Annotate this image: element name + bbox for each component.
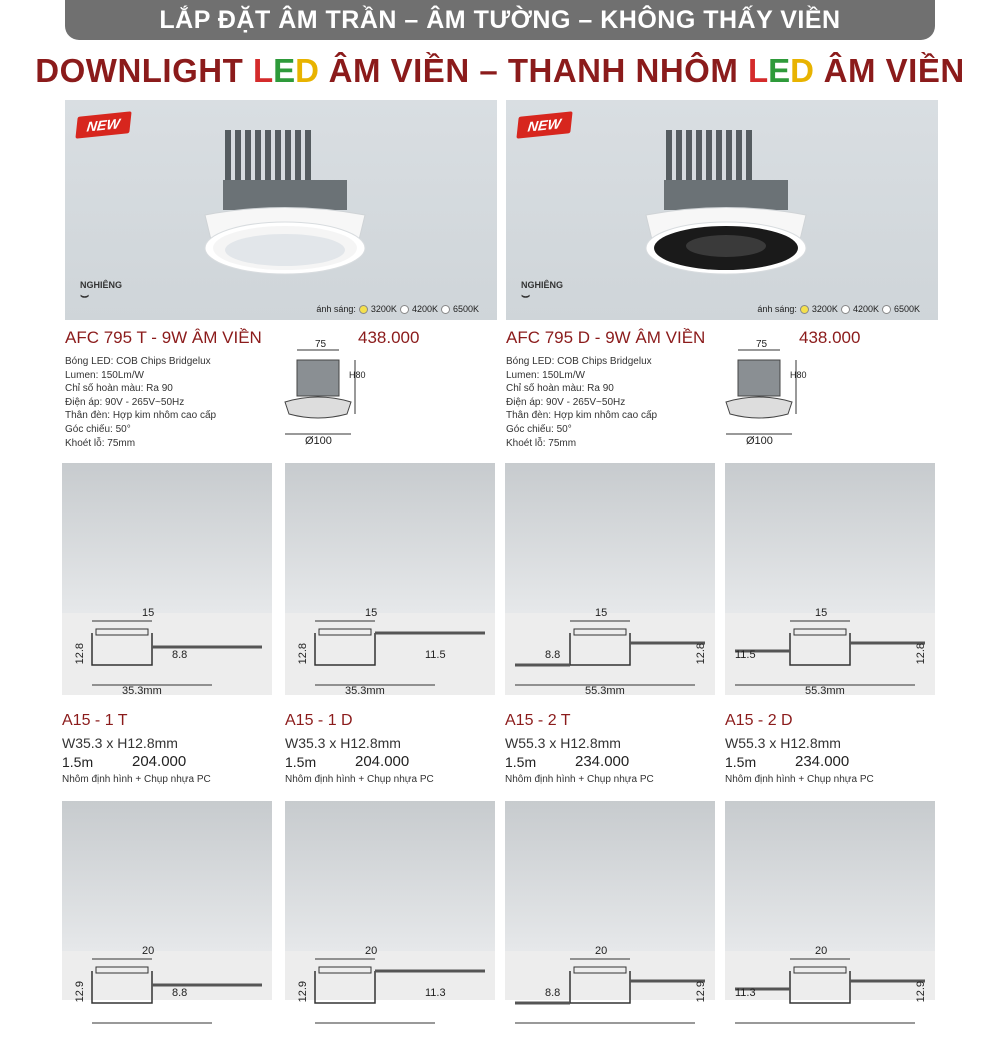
dimension-drawing	[275, 340, 370, 450]
height-dim: 12.8	[915, 643, 927, 665]
height-dimension: H80	[790, 370, 807, 380]
profile-photo	[725, 801, 935, 951]
inner-height: 11.3	[735, 987, 756, 999]
profile-photo	[725, 463, 935, 613]
outer-dimension: Ø100	[746, 435, 773, 447]
profile-size: W55.3 x H12.8mm	[505, 735, 621, 751]
led-e: E	[768, 52, 791, 89]
height-dim: 12.8	[74, 643, 86, 665]
product-photo	[65, 100, 497, 320]
profile-material: Nhôm định hình + Chụp nhựa PC	[725, 774, 874, 785]
height-dim: 12.9	[297, 981, 309, 1003]
profile-card	[725, 458, 935, 695]
profile-size: W55.3 x H12.8mm	[725, 735, 841, 751]
profile-name: A15 - 2 T	[505, 712, 571, 729]
profile-photo	[505, 801, 715, 951]
profile-section-drawing	[725, 607, 935, 700]
downlight-image	[626, 120, 826, 290]
cct-option: 3200K	[370, 304, 397, 314]
profile-section-drawing	[62, 607, 272, 700]
warm-dot-icon	[359, 305, 368, 314]
profile-photo	[285, 463, 495, 613]
inner-height: 8.8	[545, 649, 561, 661]
title-part2: ÂM VIỀN – THANH NHÔM	[318, 52, 748, 89]
profile-material: Nhôm định hình + Chụp nhựa PC	[285, 774, 434, 785]
title-part1: DOWNLIGHT	[35, 52, 253, 89]
top-width: 15	[815, 607, 828, 619]
profile-card	[62, 796, 272, 1003]
height-dim: 12.8	[297, 643, 309, 665]
tilt-icon: NGHIÊNG ⌣	[80, 280, 123, 303]
profile-material: Nhôm định hình + Chụp nhựa PC	[505, 774, 654, 785]
led-e: E	[273, 52, 296, 89]
dimension-drawing	[716, 340, 811, 450]
profile-card	[62, 458, 272, 695]
spec-list	[506, 355, 657, 450]
profile-name: A15 - 2 D	[725, 712, 793, 729]
page-title	[0, 52, 1000, 90]
profile-section-drawing	[505, 607, 715, 700]
profile-length: 1.5m	[725, 754, 757, 770]
spec-line: Thân đèn: Hợp kim nhôm cao cấp	[506, 410, 658, 422]
tilt-label: NGHIÊNG	[80, 280, 123, 290]
product-photo	[506, 100, 938, 320]
spec-line: Chỉ số hoàn màu: Ra 90	[65, 383, 173, 395]
total-width: 55.3mm	[805, 685, 845, 697]
top-width: 15	[142, 607, 155, 619]
profile-card	[505, 796, 715, 1003]
top-width: 20	[365, 945, 378, 957]
led-l: L	[747, 52, 769, 89]
profile-name: A15 - 1 D	[285, 712, 353, 729]
new-badge: NEW	[516, 111, 572, 138]
profile-photo	[505, 463, 715, 613]
light-label: ánh sáng:	[757, 304, 797, 314]
profile-size: W35.3 x H12.8mm	[62, 735, 178, 751]
cct-option: 4200K	[852, 304, 879, 314]
profile-length: 1.5m	[285, 754, 317, 770]
height-dimension: H80	[349, 370, 366, 380]
inner-height: 8.8	[172, 649, 188, 661]
cct-option: 6500K	[893, 304, 920, 314]
total-width: 55.3mm	[585, 685, 625, 697]
product-name: AFC 795 D - 9W ÂM VIỀN	[506, 328, 706, 347]
warm-dot-icon	[800, 305, 809, 314]
outer-dimension: Ø100	[305, 435, 332, 447]
cct-option: 3200K	[811, 304, 838, 314]
spec-line: Khoét lỗ: 75mm	[65, 437, 136, 449]
spec-line: Thân đèn: Hợp kim nhôm cao cấp	[65, 410, 217, 422]
top-width: 15	[595, 607, 608, 619]
cool-dot-icon	[882, 305, 891, 314]
product-name: AFC 795 T - 9W ÂM VIỀN	[65, 328, 262, 347]
height-dim: 12.9	[695, 981, 707, 1003]
profile-length: 1.5m	[505, 754, 537, 770]
profile-name: A15 - 1 T	[62, 712, 128, 729]
profile-length: 1.5m	[62, 754, 94, 770]
title-part3: ÂM VIỀN	[814, 52, 965, 89]
profile-photo	[62, 801, 272, 951]
profile-card	[285, 796, 495, 1003]
neutral-dot-icon	[400, 305, 409, 314]
product-price: 438.000	[358, 328, 420, 347]
tilt-icon: NGHIÊNG ⌣	[521, 280, 564, 303]
top-width: 15	[365, 607, 378, 619]
profile-section-drawing	[62, 945, 272, 1038]
profile-section-drawing	[505, 945, 715, 1038]
cct-option: 4200K	[411, 304, 438, 314]
profile-section-drawing	[725, 945, 935, 1038]
top-width: 20	[142, 945, 155, 957]
height-dim: 12.8	[695, 643, 707, 665]
total-width: 35.3mm	[122, 685, 162, 697]
spec-line: Lumen: 150Lm/W	[65, 369, 144, 381]
header-banner: LẮP ĐẶT ÂM TRẦN – ÂM TƯỜNG – KHÔNG THẤY VIỀN	[65, 0, 935, 40]
cct-option: 6500K	[452, 304, 479, 314]
cut-dimension: 75	[756, 339, 768, 350]
inner-height: 11.5	[425, 649, 446, 661]
profile-photo	[62, 463, 272, 613]
spec-line: Điện áp: 90V - 265V~50Hz	[65, 396, 185, 408]
height-dim: 12.9	[74, 981, 86, 1003]
profile-material: Nhôm định hình + Chụp nhựa PC	[62, 774, 211, 785]
color-temperature	[316, 304, 479, 314]
inner-height: 11.3	[425, 987, 446, 999]
led-l: L	[252, 52, 274, 89]
new-badge: NEW	[75, 111, 131, 138]
profile-size: W35.3 x H12.8mm	[285, 735, 401, 751]
spec-line: Lumen: 150Lm/W	[506, 369, 585, 381]
inner-height: 8.8	[545, 987, 561, 999]
led-logo	[253, 52, 319, 89]
spec-line: Chỉ số hoàn màu: Ra 90	[506, 383, 614, 395]
light-label: ánh sáng:	[316, 304, 356, 314]
neutral-dot-icon	[841, 305, 850, 314]
led-logo	[748, 52, 814, 89]
spec-line: Khoét lỗ: 75mm	[506, 437, 577, 449]
color-temperature	[757, 304, 920, 314]
cut-dimension: 75	[315, 339, 327, 350]
top-width: 20	[595, 945, 608, 957]
led-d: D	[790, 52, 815, 89]
profile-card	[505, 458, 715, 695]
profile-card	[725, 796, 935, 1003]
cool-dot-icon	[441, 305, 450, 314]
profile-section-drawing	[285, 607, 495, 700]
tilt-label: NGHIÊNG	[521, 280, 564, 290]
top-width: 20	[815, 945, 828, 957]
inner-height: 11.5	[735, 649, 756, 661]
profile-card	[285, 458, 495, 695]
height-dim: 12.9	[915, 981, 927, 1003]
spec-line: Bóng LED: COB Chips Bridgelux	[65, 356, 211, 367]
led-d: D	[295, 52, 319, 89]
downlight-image	[185, 120, 385, 290]
profile-price: 234.000	[795, 753, 850, 770]
spec-line: Góc chiếu: 50°	[506, 423, 572, 435]
spec-line: Bóng LED: COB Chips Bridgelux	[506, 356, 652, 367]
product-price: 438.000	[799, 328, 861, 347]
spec-line: Góc chiếu: 50°	[65, 423, 131, 435]
total-width: 35.3mm	[345, 685, 385, 697]
profile-price: 204.000	[355, 753, 410, 770]
spec-line: Điện áp: 90V - 265V~50Hz	[506, 396, 626, 408]
profile-price: 234.000	[575, 753, 630, 770]
profile-section-drawing	[285, 945, 495, 1038]
spec-list	[65, 355, 216, 450]
profile-price: 204.000	[132, 753, 187, 770]
profile-photo	[285, 801, 495, 951]
inner-height: 8.8	[172, 987, 188, 999]
